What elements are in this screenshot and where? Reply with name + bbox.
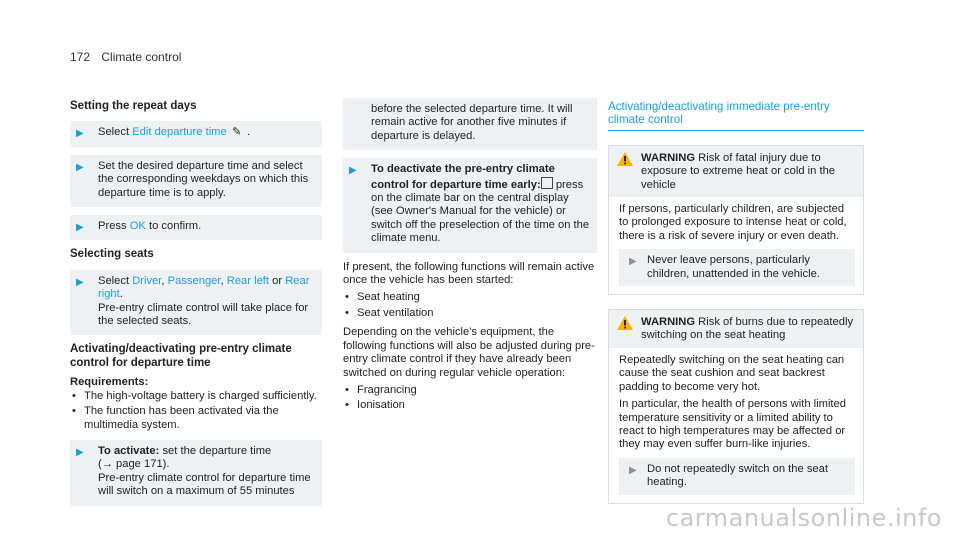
warning-icon [617,152,633,166]
warning-step: ▶ Never leave persons, particularly children, unattended in the vehicle. [619,249,855,286]
page-number: 172 [70,50,91,64]
warning-text: In particular, the health of persons with limited temperature sensitivity or a limited ability to react to high temperatures may be affected or they may even suffer burn-like injuries. [619,398,846,451]
edit-pencil-icon: ✎ [232,126,242,139]
step-arrow-icon: ▶ [76,161,84,173]
list-item: • Fragrancing [343,384,597,397]
list-item: • The function has been activated via the multimedia system. [70,405,322,432]
list-item: • Ionisation [343,399,597,412]
ok-link[interactable]: OK [129,220,146,233]
step-select-seats: ▶ Select Driver, Passenger, Rear left or Rear right. Pre-entry climate control will take place for the selected seats. [70,270,322,336]
step-arrow-icon: ▶ [76,276,84,288]
list-item: • The high-voltage battery is charged sufficiently. [70,390,322,403]
step-select-edit: ▶ Select Edit departure time ✎ . [70,121,322,146]
heading-immediate: Activating/deactivating immediate pre-entry climate control [608,100,864,131]
paragraph: If present, the following functions will remain active once the vehicle has been started: [343,260,595,287]
warning-icon [617,316,633,330]
warning-box-exposure: WARNING Risk of fatal injury due to exposure to extreme heat or cold in the vehicle If persons, particularly children, are subjected to prolonged exposure to intense heat or cold, there is a risk of severe injury or even death. ▶ Never leave persons, particularly children, unattended in the vehicle. [608,145,864,295]
climate-button-icon [541,177,553,189]
step-arrow-icon: ▶ [629,256,637,268]
warning-label: WARNING [641,316,696,329]
step-continued: before the selected departure time. It will remain active for another five minutes if departure is delayed. [343,98,597,150]
list-item: • Seat ventilation [343,307,597,320]
step-confirm: ▶ Press OK to confirm. [70,215,322,240]
passenger-link[interactable]: Passenger [167,274,221,287]
rear-right-link[interactable]: Rear right [98,274,310,301]
column-2 [343,100,597,415]
column-3 [608,100,864,518]
step-arrow-icon: ▶ [349,165,357,177]
step-deactivate: ▶ To deactivate the pre-entry climate control for departure time early: press on the climate bar on the central display (see Owner's Manual for the vehicle) or switch off the preselection of the time on the climate menu. [343,158,597,252]
edit-departure-time-link[interactable]: Edit departure time [132,126,227,139]
step-arrow-icon: ▶ [629,464,637,476]
step-arrow-icon: ▶ [76,222,84,234]
step-arrow-icon: ▶ [76,446,84,458]
step-arrow-icon: ▶ [76,128,84,140]
column-1 [70,100,322,514]
section-title: Climate control [101,50,182,64]
heading-repeat-days: Setting the repeat days [70,100,197,112]
page-header [70,51,181,64]
requirements-label: Requirements: [70,376,149,389]
rear-left-link[interactable]: Rear left [226,274,270,287]
warning-text: Repeatedly switching on the seat heating can cause the seat cushion and seat backrest padding to become very hot. [619,353,845,393]
driver-link[interactable]: Driver [132,274,162,287]
step-activate: ▶ To activate: set the departure time (→ page 171). Pre-entry climate control for departure time will switch on a maximum of 55 minutes [70,440,322,506]
warning-box-burns: WARNING Risk of burns due to repeatedly switching on the seat heating Repeatedly switching on the seat heating can cause the seat cushion and seat backrest padding to become very hot. In particular, the health of persons with limited temperature sensitivity or a limited ability to react to high temperatures may be affected or they may even suffer burn-like injuries. ▶ Do not repeatedly switch on the seat heating. [608,309,864,503]
list-item: • Seat heating [343,291,597,304]
warning-text: If persons, particularly children, are subjected to prolonged exposure to intense heat or cold, there is a risk of severe injury or even death. [619,203,847,242]
watermark: carmanualsonline.info [665,503,942,532]
heading-activate-departure: Activating/deactivating pre-entry climate control for departure time [70,343,292,369]
paragraph: Depending on the vehicle's equipment, the following functions will also be adjusted during pre-entry climate control if they have already been switched on during regular vehicle operation: [343,326,595,379]
warning-step: ▶ Do not repeatedly switch on the seat heating. [619,458,855,495]
page-reference[interactable]: (→ page 171). [98,458,170,471]
step-set-time: ▶ Set the desired departure time and select the corresponding weekdays on which this departure time is to apply. [70,155,322,207]
warning-label: WARNING [641,151,696,164]
heading-selecting-seats: Selecting seats [70,248,154,261]
